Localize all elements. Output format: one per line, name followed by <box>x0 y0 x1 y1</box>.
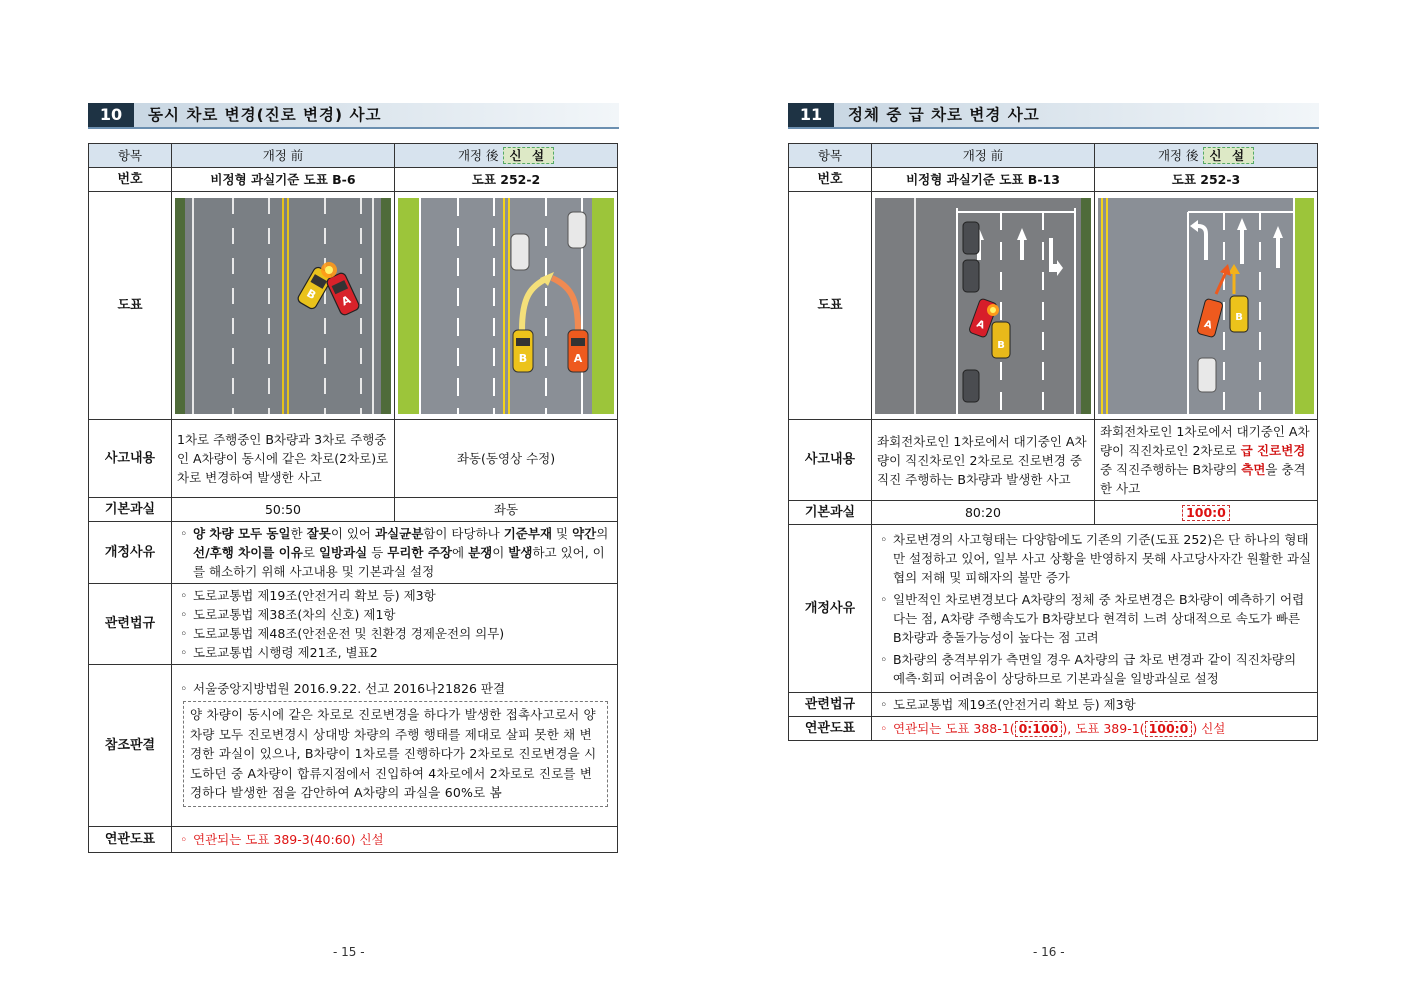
row-label-law: 관련법규 <box>789 693 872 717</box>
figure-before <box>872 192 1095 420</box>
law-item: ◦ 도로교통법 시행령 제21조, 별표2 <box>177 643 612 662</box>
reason-item: ◦ 양 차량 모두 동일한 잘못이 있어 과실균분함이 타당하나 기준부재 및 약간의 선/후행 차이를 이유로 일방과실 등 무리한 주장에 분쟁이 발생하고 있어, 이를 해소하기 위해 사고내용 및 기본과실 설정 <box>177 524 612 581</box>
car-a-label-11-after: A <box>1202 318 1214 332</box>
reason-list <box>872 525 1318 693</box>
accident-after: 좌동(동영상 수정) <box>395 420 618 498</box>
row-label-precedent: 참조판결 <box>89 665 172 827</box>
car-b-label-after: B <box>518 351 528 365</box>
car-a-label-11: A <box>974 318 986 332</box>
header-after: 개정 後 신 설 <box>1095 144 1318 168</box>
reason-item: ◦ 일반적인 차로변경보다 A차량의 정체 중 차로변경은 B차량이 예측하기 어렵다는 점, A차량 주행속도가 B차량보다 현격히 느려 상대적으로 속도가 빠른 B차량과 충돌가능성이 높다는 점 고려 <box>877 590 1312 647</box>
figure-after <box>395 192 618 420</box>
car-a-label-after: A <box>573 351 583 365</box>
precedent-quote: 양 차량이 동시에 같은 차로로 진로변경을 하다가 발생한 접촉사고로서 양 차량 모두 진로변경시 상대방 차량의 주행 행태를 제대로 살피 못한 채 변경한 과실이 있으나, B차량이 1차로를 진행하다가 2차로로 진로변경을 시도하던 중 A차량이 합류지점에서 진입하여 4차로에서 2차로로 진로를 변경하다 발생한 점을 감안하여 A차량의 과실을 60%로 봄 <box>183 701 608 807</box>
reason-item: ◦ 차로변경의 사고형태는 다양함에도 기존의 기준(도표 252)은 단 하나의 형태만 설정하고 있어, 일부 사고 상황을 반영하지 못해 사고당사자간 원활한 과실협의 저해 및 피해자의 불만 증가 <box>877 530 1312 587</box>
header-item: 항목 <box>89 144 172 168</box>
car-b-label-11: B <box>997 339 1005 351</box>
car-a-label: A <box>339 292 353 308</box>
accident-before: 1차로 주행중인 B차량과 3차로 주행중인 A차량이 동시에 같은 차로(2차로)로 차로 변경하여 발생한 사고 <box>172 420 395 498</box>
row-label-number: 번호 <box>789 168 872 192</box>
row-label-fault: 기본과실 <box>89 498 172 522</box>
accident-diagram-after-11 <box>1098 198 1314 414</box>
page-number-right: - 16 - <box>1033 945 1065 959</box>
car-b-label: B <box>304 286 319 302</box>
section-number: 10 <box>88 103 134 127</box>
precedent-case: ◦ 서울중앙지방법원 2016.9.22. 선고 2016나21826 판결 <box>177 679 612 698</box>
related-cell <box>172 827 618 853</box>
row-label-figure: 도표 <box>89 192 172 420</box>
page-number-left: - 15 - <box>333 945 365 959</box>
fault-before: 80:20 <box>872 501 1095 525</box>
header-after: 개정 後 신 설 <box>395 144 618 168</box>
related-cell <box>872 717 1318 741</box>
reason-text <box>172 522 618 584</box>
law-item: ◦ 도로교통법 제48조(안전운전 및 친환경 경제운전의 의무) <box>177 624 612 643</box>
row-label-fault: 기본과실 <box>789 501 872 525</box>
accident-diagram-before-11 <box>875 198 1091 414</box>
header-before: 개정 前 <box>172 144 395 168</box>
row-label-law: 관련법규 <box>89 584 172 665</box>
row-label-number: 번호 <box>89 168 172 192</box>
section-header-10 <box>88 103 619 129</box>
accident-before: 좌회전차로인 1차로에서 대기중인 A차량이 직진차로인 2차로로 진로변경 중 직진 주행하는 B차량과 발생한 사고 <box>872 420 1095 501</box>
row-label-related: 연관도표 <box>789 717 872 741</box>
related-text: ◦ 연관되는 도표 389-3(40:60) 신설 <box>177 830 612 849</box>
new-tag: 신 설 <box>503 147 555 164</box>
row-label-accident: 사고내용 <box>789 420 872 501</box>
law-list <box>172 584 618 665</box>
related-value-2: 100:0 <box>1145 721 1193 737</box>
fault-after: 좌동 <box>395 498 618 522</box>
figure-before <box>172 192 395 420</box>
number-after: 도표 252-2 <box>395 168 618 192</box>
related-value-1: 0:100 <box>1015 721 1063 737</box>
figure-after <box>1095 192 1318 420</box>
fault-before: 50:50 <box>172 498 395 522</box>
row-label-related: 연관도표 <box>89 827 172 853</box>
comparison-table-11 <box>788 143 1318 741</box>
section-header-11 <box>788 103 1319 129</box>
accident-diagram-before <box>175 198 391 414</box>
law-item: ◦ 도로교통법 제38조(차의 신호) 제1항 <box>177 605 612 624</box>
fault-after-value: 100:0 <box>1182 505 1230 521</box>
section-number: 11 <box>788 103 834 127</box>
section-title: 동시 차로 변경(진로 변경) 사고 <box>148 106 382 124</box>
section-title: 정체 중 급 차로 변경 사고 <box>848 106 1040 124</box>
new-tag: 신 설 <box>1203 147 1255 164</box>
header-before: 개정 前 <box>872 144 1095 168</box>
row-label-reason: 개정사유 <box>89 522 172 584</box>
row-label-accident: 사고내용 <box>89 420 172 498</box>
reason-item: ◦ B차량의 충격부위가 측면일 경우 A차량의 급 차로 변경과 같이 직진차량의 예측·회피 어려움이 상당하므로 기본과실을 일방과실로 설정 <box>877 650 1312 688</box>
law-item: ◦ 도로교통법 제19조(안전거리 확보 등) 제3항 <box>177 586 612 605</box>
header-item: 항목 <box>789 144 872 168</box>
car-b-label-11-after: B <box>1235 311 1243 323</box>
row-label-reason: 개정사유 <box>789 525 872 693</box>
law-list <box>872 693 1318 717</box>
precedent-cell <box>172 665 618 827</box>
fault-after <box>1095 501 1318 525</box>
law-item: ◦ 도로교통법 제19조(안전거리 확보 등) 제3항 <box>877 695 1312 714</box>
accident-after: 좌회전차로인 1차로에서 대기중인 A차량이 직진차로인 2차로로 급 진로변경 중 직진주행하는 B차량의 측면을 충격한 사고 <box>1095 420 1318 501</box>
row-label-figure: 도표 <box>789 192 872 420</box>
related-text: ◦ 연관되는 도표 388-1( 0:100 ), 도표 389-1( 100:0 ) 신설 <box>877 719 1312 738</box>
number-before: 비정형 과실기준 도표 B-13 <box>872 168 1095 192</box>
number-before: 비정형 과실기준 도표 B-6 <box>172 168 395 192</box>
accident-diagram-after <box>398 198 614 414</box>
number-after: 도표 252-3 <box>1095 168 1318 192</box>
comparison-table-10 <box>88 143 618 853</box>
